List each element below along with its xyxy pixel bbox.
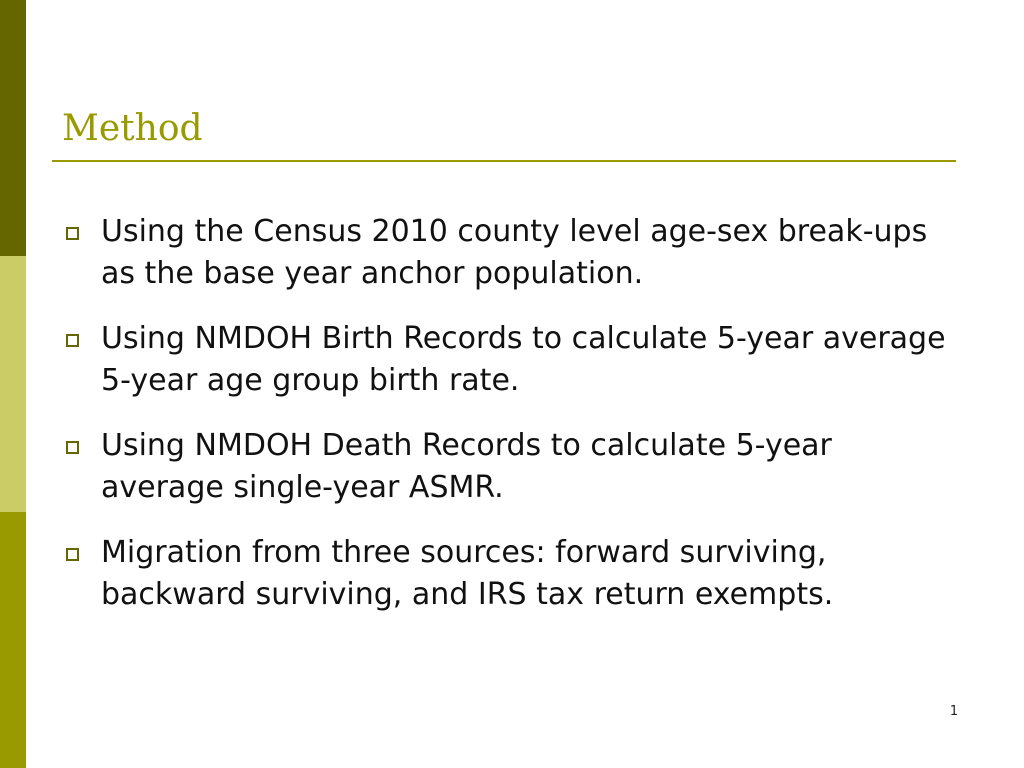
- square-outline-bullet-icon: [66, 334, 79, 347]
- bullet-text: Using NMDOH Death Records to calculate 5-year average single-year ASMR.: [101, 428, 832, 505]
- left-stripe-olive: [0, 512, 26, 768]
- square-outline-bullet-icon: [66, 548, 79, 561]
- bullet-text: Using the Census 2010 county level age-sex break-ups as the base year anchor population.: [101, 214, 928, 291]
- bullet-text: Migration from three sources: forward surviving, backward surviving, and IRS tax return exempts.: [101, 535, 834, 612]
- left-stripe-light: [0, 256, 26, 512]
- square-outline-bullet-icon: [66, 227, 79, 240]
- page-number: 1: [949, 704, 959, 719]
- square-outline-bullet-icon: [66, 441, 79, 454]
- slide-title: Method: [62, 108, 203, 149]
- bullet-text: Using NMDOH Birth Records to calculate 5-year average 5-year age group birth rate.: [101, 321, 946, 398]
- title-underline: [52, 160, 956, 162]
- left-stripe-dark: [0, 0, 26, 256]
